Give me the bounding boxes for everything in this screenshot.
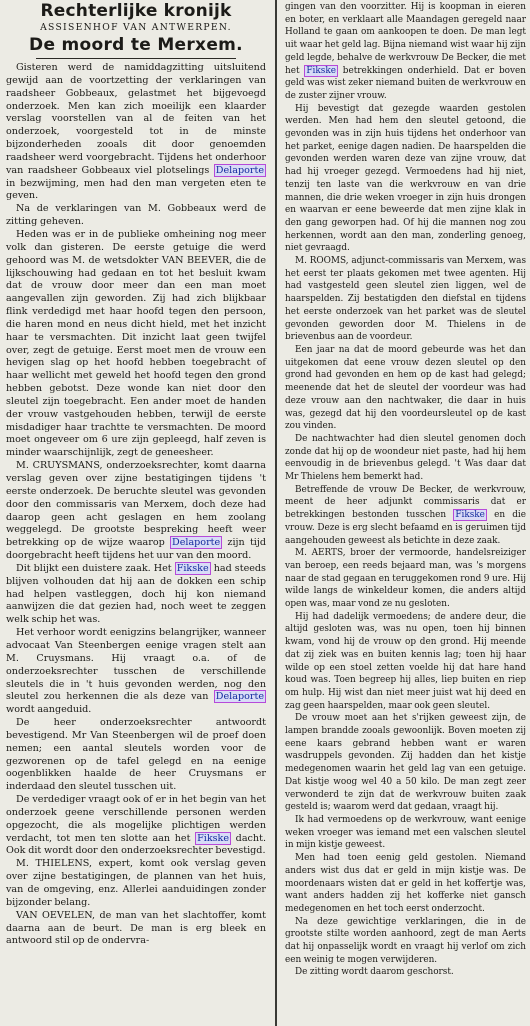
highlighted-name: Fikske	[306, 65, 336, 76]
paragraph-text: betrekkingen onderhield. Dat er boven geld was wist zeker niemand buiten de werkvrouw en de zuster zijner vrouw.	[285, 65, 526, 101]
paragraph-text: gingen van den voorzitter. Hij is koopman in eieren en boter, en verklaart alle Maandagen geregeld naar Holland te gaan om aankoopen te doen. De man legt uit waar het geld lag. Bijna niemand wist waar hij zijn geld legde, behalve de werkvrouw De Becker, die met het	[285, 2, 526, 76]
paragraph: De nachtwachter had dien sleutel genomen doch zonde dat hij op de woondeur niet paste, had hij hem eenvoudig in de brievenbus gelegd. 't Was daar dat Mr Thielens hem bemerkt had.	[285, 433, 526, 483]
paragraph: M. ROOMS, adjunct-commissaris van Merxem, was het eerst ter plaats gekomen met twee agenten. Hij had vastgesteld geen sleutel zien liggen, wel de haarspelden. Zij bestatigden den diefstal en tijdens het eerste onderzoek van het parket was de sleutel gevonden geworden door M. Thielens in de brievenbus aan de voordeur.	[285, 256, 526, 343]
paragraph-text: zijn tijd doorgebracht heeft tijdens het uur van den moord.	[6, 537, 266, 562]
paragraph	[6, 62, 266, 203]
paragraph-text: Dit blijkt een duistere zaak. Het	[16, 562, 175, 574]
paragraph-text: dacht. Ook dit wordt door den onderzoeksrechter bevestigd.	[6, 832, 266, 857]
paragraph-text: en die vrouw. Deze is erg slecht befaamd en is geruimen tijd aangehouden geweest als betichte in deze zaak.	[285, 510, 526, 546]
headline-divider	[36, 58, 236, 59]
paragraph: Men had toen eenig geld gestolen. Niemand anders wist dus dat er geld in mijn kistje was. De moordenaars wisten dat er geld in het koffertje was, want anders hadden zij het kofferke niet gansch medegenomen en het toch eerst onderzocht.	[285, 853, 526, 914]
paragraph: Na de verklaringen van M. Gobbeaux werd de zitting geheven.	[6, 203, 266, 228]
paragraph: Een jaar na dat de moord gebeurde was het dan uitgekomen dat eene vrouw dezen sleutel op den grond had gevonden en hem op de kast had gelegd; meenende dat het de sleutel der voordeur was had deze vrouw aan den nachtwaker, die daar in huis was, gezegd dat hij den voordeursleutel op de kast zou vinden.	[285, 344, 526, 432]
paragraph: Hij bevestigt dat gezegde waarden gestolen werden. Men had hem den sleutel getoond, die gevonden was in zijn huis tijdens het onderhoor van het parket, eenige dagen nadien. De haarspelden die gevonden werden waren deze van zijne vrouw, dat had hij vroeger gezegd. Vermoedens had hij niet, tenzij ten laste van die werkvrouw en van drie mannen, die drie weken vroeger in zijn huis drongen en waarvan er eene beweerde dat men zijne klak in den gang geworpen had. Of hij die mannen nog zou herkennen, wordt aan den man, zonderling genoeg, niet gevraagd.	[285, 103, 526, 254]
column-divider	[275, 0, 277, 1026]
highlighted-name: Fikske	[455, 510, 485, 521]
paragraph-text: had steeds blijven volhouden dat hij aan de dokken een schip had helpen vastleggen, doch hij kon niemand aanwijzen die dat gezien had, noch weet te zeggen welk schip het was.	[6, 562, 266, 626]
highlighted-name: Delaporte	[215, 691, 264, 703]
paragraph	[285, 484, 526, 548]
paragraph: Heden was er in de publieke omheining nog meer volk dan gisteren. De eerste getuige die werd gehoord was M. de wetsdokter VAN BEEVER, die de lijkschouwing had gedaan en tot het besluit kwam dat de vrouw door meer dan een man moet aangevallen zijn geworden. Zij had zich blijkbaar flink verdedigd met haar hoofd tegen den persoon, die haren mond en neus dicht hield, met het inzicht haar te versmachten. Dit inzicht laat geen twijfel over, zegt de getuige. Eerst moet men de vrouw een hevigen slag op het hoofd hebben toegebracht of haar wellicht met geweld het hoofd tegen den grond hebben gebotst. Deze wonde kan niet door den sleutel zijn toegebracht. Een ander moet de handen der vrouw vastgehouden hebben, terwijl de eerste misdadiger haar trachtte te versmachten. De moord moet ongeveer om 6 ure zijn gepleegd, half zeven is minder waarschijnlijk, zegt de geneesheer.	[6, 228, 266, 459]
paragraph: Na deze gewichtige verklaringen, die in de grootste stilte worden aanhoord, zegt de man Aerts dat hij onpasselijk wordt en vraagt hij verlof om zich een weinig te mogen verwijderen.	[285, 916, 526, 965]
paragraph-text: Het verhoor wordt eenigzins belangrijker, wanneer advocaat Van Steenbergen eenige vragen stelt aan M. Cruysmans. Hij vraagt o.a. of de onderzoeksrechter tusschen de verschillende sleutels die in 't huis gevonden werden, nog den sleutel zou herkennen die als deze van	[6, 627, 266, 703]
court-subtitle: ASSISENHOF VAN ANTWERPEN.	[40, 22, 232, 33]
paragraph: De zitting wordt daarom geschorst.	[295, 967, 454, 978]
paragraph	[285, 1, 526, 103]
paragraph-text: M. CRUYSMANS, onderzoeksrechter, komt daarna verslag geven over zijne bestatigingen tijdens 't eerste onderzoek. De beruchte sleutel was gevonden door den commissaris van Merxem, doch deze had daarop geen acht geslagen en hem zoolang weggelegd. De grootste bespreking heeft weer betrekking op de wijze waarop	[6, 460, 266, 549]
paragraph	[6, 627, 266, 717]
paragraph: Ik had vermoedens op de werkvrouw, want eenige weken vroeger was iemand met een valschen sleutel in mijn kistje geweest.	[285, 815, 526, 851]
highlighted-name: Delaporte	[215, 164, 264, 176]
paragraph: Hij had dadelijk vermoedens; de andere deur, die altijd gesloten was, was nu open, toen hij binnen kwam, vond hij de vrouw op den grond. Hij meende dat zij ziek was en buiten kennis lag; toen hij haar wilde op een stoel zetten voelde hij dat hare hand koud was. Toen begreep hij alles, liep buiten en riep om hulp. Hij wist dan niet meer juist wat hij deed en zag geen haarspelden, maar ook geen sleutel.	[285, 611, 526, 711]
paragraph-text: in bezwijming, men had den man vergeten eten te geven.	[6, 177, 266, 202]
paragraph-text: Betreffende de vrouw De Becker, de werkvrouw, meent de heer adjunkt commissaris dat er betrekkingen bestonden tusschen	[285, 484, 526, 521]
paragraph-text: De verdediger vraagt ook of er in het begin van het onderzoek geene verschillende personen werden opgezocht, die als mogelijke plichtigen werden verdacht, tot men ten slotte aan het	[6, 794, 266, 844]
paragraph: De vrouw moet aan het s'rijken geweest zijn, de lampen brandde zooals gewoonlijk. Boven moeten zij eene kaars gebrand hebben want er waren wasdruppels gevonden. Zij hadden dan het kistje medegenomen waarin het geld lag van een getuige. Dat kistje woog wel 40 a 50 kilo. De man zegt zeer verwonderd te zijn dat de werkvrouw buiten zaak gesteld is; waarom werd dat gedaan, vraagt hij.	[285, 713, 526, 813]
paragraph: M. THIELENS, expert, komt ook verslag geven over zijne bestatigingen, de plannen van het huis, van de omgeving, enz. Allerlei aanduidingen zonder bijzonder belang.	[6, 858, 266, 908]
paragraph-text: wordt aangeduid.	[6, 704, 92, 716]
highlighted-name: Delaporte	[172, 537, 221, 549]
paragraph: VAN OEVELEN, de man van het slachtoffer, komt daarna aan de beurt. De man is erg bleek en antwoord stil op de ondervra-	[6, 909, 266, 947]
highlighted-name: Fikske	[176, 562, 209, 574]
paragraph: De heer onderzoeksrechter antwoordt bevestigend. Mr Van Steenbergen wil de proef doen nemen; een aantal sleutels worden voor de gezworenen op de tafel gelegd en na eenige oogenblikken haalde de heer Cruysmans er inderdaad den sleutel tusschen uit.	[6, 717, 266, 793]
highlighted-name: Fikske	[197, 832, 230, 844]
paragraph-text: Gisteren werd de namiddagzitting uitsluitend gewijd aan de voortzetting der verklaringen van raadsheer Gobbeaux, gelastmet het bijgevoegd onderzoek. Men kan zich moeilijk een klaarder verslag voorstellen van al de feiten van het onderzoek, voorgesteld tot in de minste bijzonderheden zooals dit door genoemden raadsheer werd voorgebracht. Tijdens het onderhoor van raadsheer Gobbeaux viel plotselings	[6, 62, 266, 176]
paragraph	[6, 794, 266, 858]
paragraph: M. AERTS, broer der vermoorde, handelsreiziger van beroep, een reeds bejaard man, was 's morgens naar de stad gegaan en teruggekomen rond 9 ure. Hij wilde langs de winkeldeur komen, die anders altijd open was, maar vond ze nu gesloten.	[285, 548, 526, 610]
article-headline: De moord te Merxem.	[29, 35, 243, 55]
paragraph	[6, 563, 266, 627]
right-column	[281, 0, 530, 1026]
paragraph	[6, 460, 266, 563]
rubric-title: Rechterlijke kronijk	[40, 1, 232, 21]
